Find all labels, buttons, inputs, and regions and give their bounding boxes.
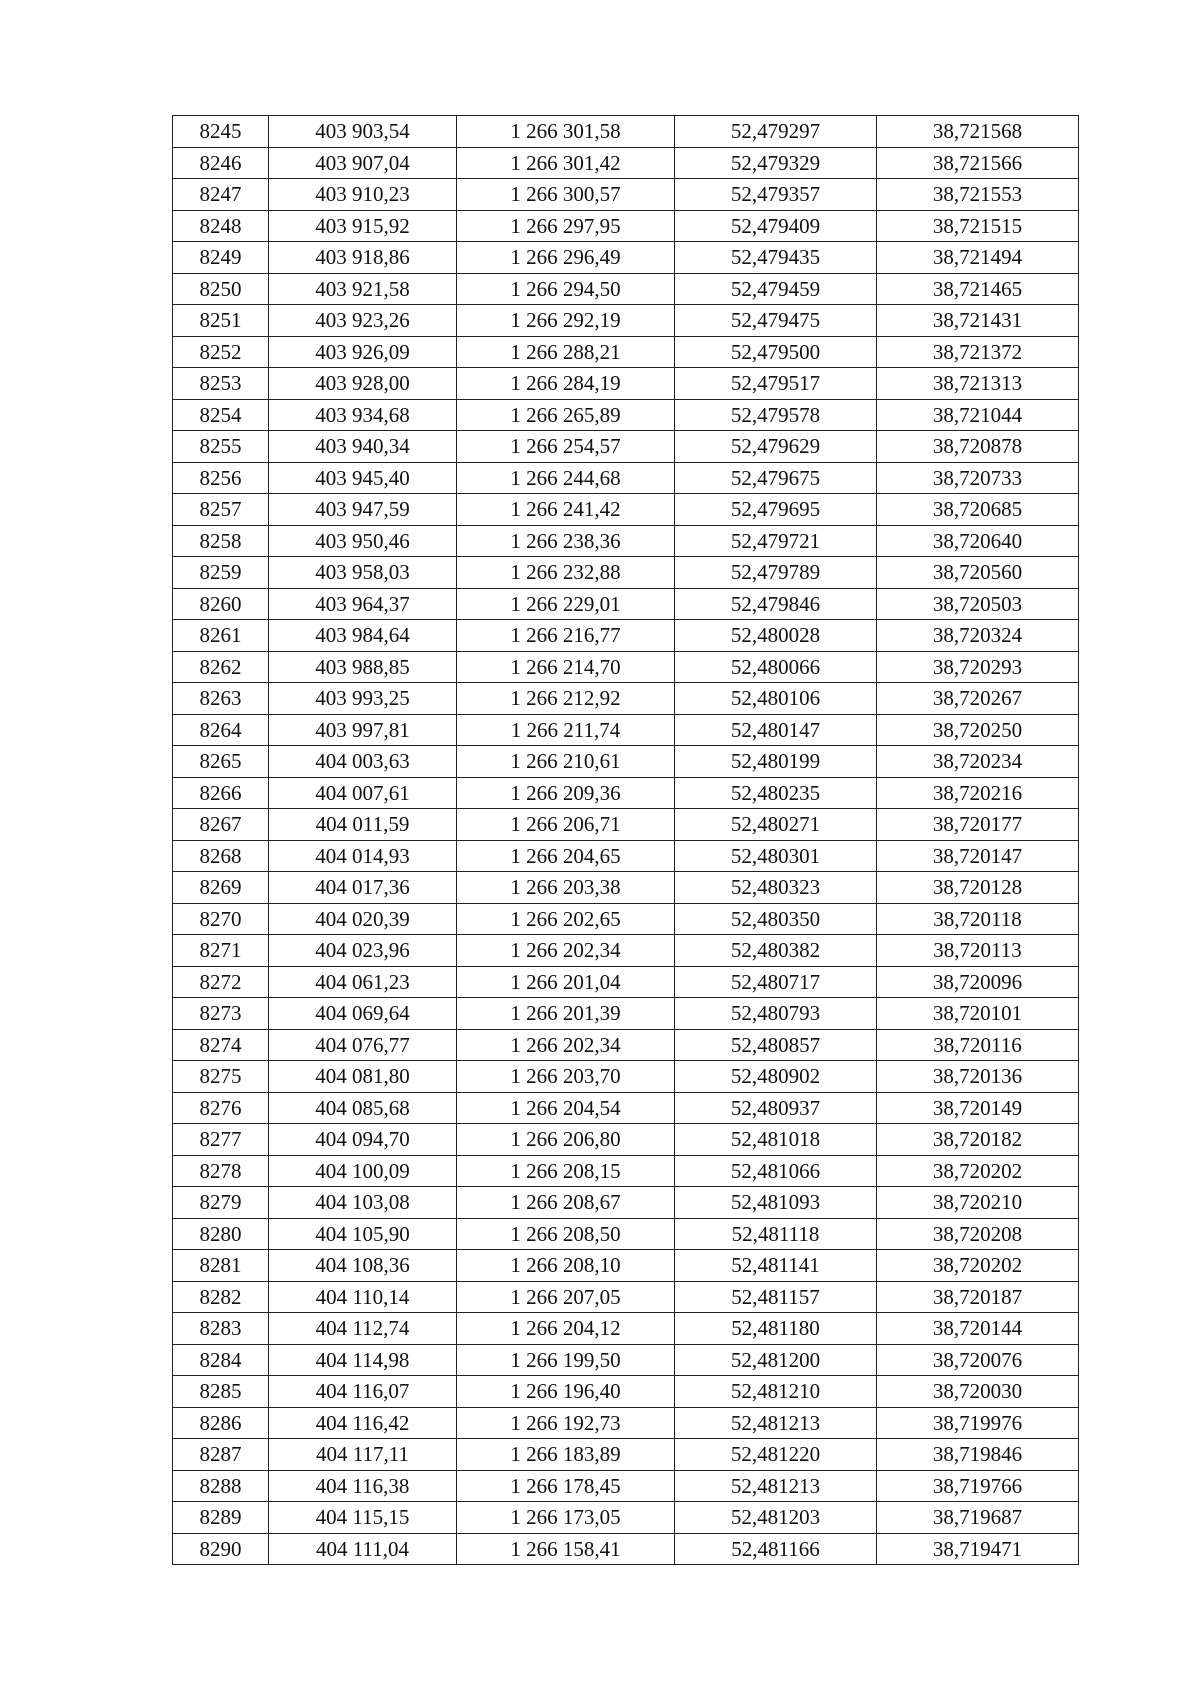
longitude-cell: 38,720685 [877, 494, 1079, 526]
longitude-cell: 38,720503 [877, 588, 1079, 620]
x-coordinate-cell: 404 020,39 [269, 903, 457, 935]
point-number-cell: 8264 [173, 714, 269, 746]
latitude-cell: 52,480382 [675, 935, 877, 967]
y-coordinate-cell: 1 266 201,39 [457, 998, 675, 1030]
latitude-cell: 52,480066 [675, 651, 877, 683]
latitude-cell: 52,481018 [675, 1124, 877, 1156]
y-coordinate-cell: 1 266 203,70 [457, 1061, 675, 1093]
point-number-cell: 8277 [173, 1124, 269, 1156]
latitude-cell: 52,480199 [675, 746, 877, 778]
longitude-cell: 38,721372 [877, 336, 1079, 368]
y-coordinate-cell: 1 266 202,34 [457, 935, 675, 967]
point-number-cell: 8248 [173, 210, 269, 242]
x-coordinate-cell: 403 947,59 [269, 494, 457, 526]
latitude-cell: 52,479675 [675, 462, 877, 494]
latitude-cell: 52,479475 [675, 305, 877, 337]
longitude-cell: 38,719687 [877, 1502, 1079, 1534]
longitude-cell: 38,720202 [877, 1155, 1079, 1187]
x-coordinate-cell: 403 923,26 [269, 305, 457, 337]
x-coordinate-cell: 404 014,93 [269, 840, 457, 872]
point-number-cell: 8256 [173, 462, 269, 494]
longitude-cell: 38,720076 [877, 1344, 1079, 1376]
x-coordinate-cell: 404 023,96 [269, 935, 457, 967]
x-coordinate-cell: 404 112,74 [269, 1313, 457, 1345]
latitude-cell: 52,479517 [675, 368, 877, 400]
latitude-cell: 52,479846 [675, 588, 877, 620]
table-row [173, 1124, 1079, 1156]
longitude-cell: 38,720267 [877, 683, 1079, 715]
point-number-cell: 8286 [173, 1407, 269, 1439]
longitude-cell: 38,720208 [877, 1218, 1079, 1250]
table-row [173, 683, 1079, 715]
table-row [173, 1061, 1079, 1093]
coordinates-table-body [173, 116, 1079, 1565]
x-coordinate-cell: 404 111,04 [269, 1533, 457, 1565]
x-coordinate-cell: 404 116,38 [269, 1470, 457, 1502]
table-row [173, 1281, 1079, 1313]
table-row [173, 588, 1079, 620]
table-row [173, 431, 1079, 463]
table-row [173, 840, 1079, 872]
longitude-cell: 38,720177 [877, 809, 1079, 841]
longitude-cell: 38,719766 [877, 1470, 1079, 1502]
y-coordinate-cell: 1 266 214,70 [457, 651, 675, 683]
x-coordinate-cell: 404 007,61 [269, 777, 457, 809]
x-coordinate-cell: 404 116,42 [269, 1407, 457, 1439]
table-row [173, 525, 1079, 557]
latitude-cell: 52,480028 [675, 620, 877, 652]
x-coordinate-cell: 403 940,34 [269, 431, 457, 463]
y-coordinate-cell: 1 266 284,19 [457, 368, 675, 400]
x-coordinate-cell: 403 918,86 [269, 242, 457, 274]
y-coordinate-cell: 1 266 208,10 [457, 1250, 675, 1282]
y-coordinate-cell: 1 266 201,04 [457, 966, 675, 998]
longitude-cell: 38,720116 [877, 1029, 1079, 1061]
latitude-cell: 52,479721 [675, 525, 877, 557]
x-coordinate-cell: 403 907,04 [269, 147, 457, 179]
latitude-cell: 52,480323 [675, 872, 877, 904]
y-coordinate-cell: 1 266 288,21 [457, 336, 675, 368]
x-coordinate-cell: 404 110,14 [269, 1281, 457, 1313]
table-row [173, 903, 1079, 935]
table-row [173, 1313, 1079, 1345]
point-number-cell: 8279 [173, 1187, 269, 1219]
point-number-cell: 8257 [173, 494, 269, 526]
x-coordinate-cell: 404 003,63 [269, 746, 457, 778]
x-coordinate-cell: 403 964,37 [269, 588, 457, 620]
latitude-cell: 52,480857 [675, 1029, 877, 1061]
longitude-cell: 38,721553 [877, 179, 1079, 211]
longitude-cell: 38,721515 [877, 210, 1079, 242]
coordinates-table [172, 115, 1079, 1565]
y-coordinate-cell: 1 266 192,73 [457, 1407, 675, 1439]
latitude-cell: 52,480235 [675, 777, 877, 809]
table-row [173, 147, 1079, 179]
latitude-cell: 52,480147 [675, 714, 877, 746]
x-coordinate-cell: 404 011,59 [269, 809, 457, 841]
point-number-cell: 8278 [173, 1155, 269, 1187]
point-number-cell: 8251 [173, 305, 269, 337]
latitude-cell: 52,479629 [675, 431, 877, 463]
point-number-cell: 8271 [173, 935, 269, 967]
longitude-cell: 38,720144 [877, 1313, 1079, 1345]
longitude-cell: 38,720560 [877, 557, 1079, 589]
table-row [173, 242, 1079, 274]
point-number-cell: 8250 [173, 273, 269, 305]
y-coordinate-cell: 1 266 241,42 [457, 494, 675, 526]
longitude-cell: 38,720187 [877, 1281, 1079, 1313]
point-number-cell: 8261 [173, 620, 269, 652]
y-coordinate-cell: 1 266 208,50 [457, 1218, 675, 1250]
point-number-cell: 8281 [173, 1250, 269, 1282]
longitude-cell: 38,720878 [877, 431, 1079, 463]
x-coordinate-cell: 404 069,64 [269, 998, 457, 1030]
latitude-cell: 52,479578 [675, 399, 877, 431]
point-number-cell: 8287 [173, 1439, 269, 1471]
y-coordinate-cell: 1 266 210,61 [457, 746, 675, 778]
latitude-cell: 52,480301 [675, 840, 877, 872]
table-row [173, 1376, 1079, 1408]
y-coordinate-cell: 1 266 297,95 [457, 210, 675, 242]
point-number-cell: 8270 [173, 903, 269, 935]
point-number-cell: 8253 [173, 368, 269, 400]
latitude-cell: 52,481093 [675, 1187, 877, 1219]
y-coordinate-cell: 1 266 216,77 [457, 620, 675, 652]
y-coordinate-cell: 1 266 300,57 [457, 179, 675, 211]
x-coordinate-cell: 403 984,64 [269, 620, 457, 652]
table-row [173, 1218, 1079, 1250]
x-coordinate-cell: 404 081,80 [269, 1061, 457, 1093]
point-number-cell: 8276 [173, 1092, 269, 1124]
y-coordinate-cell: 1 266 204,12 [457, 1313, 675, 1345]
y-coordinate-cell: 1 266 294,50 [457, 273, 675, 305]
point-number-cell: 8284 [173, 1344, 269, 1376]
longitude-cell: 38,720293 [877, 651, 1079, 683]
latitude-cell: 52,479409 [675, 210, 877, 242]
table-row [173, 116, 1079, 148]
point-number-cell: 8254 [173, 399, 269, 431]
y-coordinate-cell: 1 266 204,65 [457, 840, 675, 872]
longitude-cell: 38,720182 [877, 1124, 1079, 1156]
latitude-cell: 52,481203 [675, 1502, 877, 1534]
latitude-cell: 52,479297 [675, 116, 877, 148]
y-coordinate-cell: 1 266 292,19 [457, 305, 675, 337]
point-number-cell: 8282 [173, 1281, 269, 1313]
x-coordinate-cell: 403 928,00 [269, 368, 457, 400]
point-number-cell: 8288 [173, 1470, 269, 1502]
longitude-cell: 38,720149 [877, 1092, 1079, 1124]
latitude-cell: 52,479789 [675, 557, 877, 589]
x-coordinate-cell: 404 108,36 [269, 1250, 457, 1282]
table-row [173, 935, 1079, 967]
y-coordinate-cell: 1 266 183,89 [457, 1439, 675, 1471]
longitude-cell: 38,720250 [877, 714, 1079, 746]
x-coordinate-cell: 404 085,68 [269, 1092, 457, 1124]
longitude-cell: 38,720113 [877, 935, 1079, 967]
latitude-cell: 52,479329 [675, 147, 877, 179]
table-row [173, 1250, 1079, 1282]
y-coordinate-cell: 1 266 199,50 [457, 1344, 675, 1376]
y-coordinate-cell: 1 266 203,38 [457, 872, 675, 904]
point-number-cell: 8252 [173, 336, 269, 368]
latitude-cell: 52,481157 [675, 1281, 877, 1313]
y-coordinate-cell: 1 266 158,41 [457, 1533, 675, 1565]
latitude-cell: 52,480717 [675, 966, 877, 998]
point-number-cell: 8274 [173, 1029, 269, 1061]
table-row [173, 1155, 1079, 1187]
y-coordinate-cell: 1 266 207,05 [457, 1281, 675, 1313]
table-row [173, 651, 1079, 683]
table-row [173, 1502, 1079, 1534]
latitude-cell: 52,479435 [675, 242, 877, 274]
longitude-cell: 38,719846 [877, 1439, 1079, 1471]
y-coordinate-cell: 1 266 265,89 [457, 399, 675, 431]
point-number-cell: 8267 [173, 809, 269, 841]
y-coordinate-cell: 1 266 209,36 [457, 777, 675, 809]
table-row [173, 273, 1079, 305]
y-coordinate-cell: 1 266 244,68 [457, 462, 675, 494]
table-row [173, 1092, 1079, 1124]
table-row [173, 998, 1079, 1030]
point-number-cell: 8283 [173, 1313, 269, 1345]
point-number-cell: 8280 [173, 1218, 269, 1250]
point-number-cell: 8258 [173, 525, 269, 557]
table-row [173, 305, 1079, 337]
x-coordinate-cell: 403 958,03 [269, 557, 457, 589]
longitude-cell: 38,721044 [877, 399, 1079, 431]
point-number-cell: 8269 [173, 872, 269, 904]
table-row [173, 1187, 1079, 1219]
x-coordinate-cell: 403 926,09 [269, 336, 457, 368]
latitude-cell: 52,480902 [675, 1061, 877, 1093]
x-coordinate-cell: 403 997,81 [269, 714, 457, 746]
longitude-cell: 38,721494 [877, 242, 1079, 274]
latitude-cell: 52,481213 [675, 1470, 877, 1502]
latitude-cell: 52,480937 [675, 1092, 877, 1124]
longitude-cell: 38,720101 [877, 998, 1079, 1030]
y-coordinate-cell: 1 266 196,40 [457, 1376, 675, 1408]
point-number-cell: 8263 [173, 683, 269, 715]
table-row [173, 809, 1079, 841]
x-coordinate-cell: 404 061,23 [269, 966, 457, 998]
longitude-cell: 38,721465 [877, 273, 1079, 305]
x-coordinate-cell: 404 115,15 [269, 1502, 457, 1534]
latitude-cell: 52,479459 [675, 273, 877, 305]
table-row [173, 777, 1079, 809]
point-number-cell: 8290 [173, 1533, 269, 1565]
x-coordinate-cell: 404 105,90 [269, 1218, 457, 1250]
y-coordinate-cell: 1 266 211,74 [457, 714, 675, 746]
longitude-cell: 38,720147 [877, 840, 1079, 872]
point-number-cell: 8260 [173, 588, 269, 620]
latitude-cell: 52,479500 [675, 336, 877, 368]
y-coordinate-cell: 1 266 301,58 [457, 116, 675, 148]
longitude-cell: 38,720030 [877, 1376, 1079, 1408]
point-number-cell: 8246 [173, 147, 269, 179]
y-coordinate-cell: 1 266 178,45 [457, 1470, 675, 1502]
x-coordinate-cell: 404 114,98 [269, 1344, 457, 1376]
x-coordinate-cell: 404 094,70 [269, 1124, 457, 1156]
longitude-cell: 38,719471 [877, 1533, 1079, 1565]
y-coordinate-cell: 1 266 204,54 [457, 1092, 675, 1124]
x-coordinate-cell: 403 934,68 [269, 399, 457, 431]
longitude-cell: 38,720216 [877, 777, 1079, 809]
point-number-cell: 8268 [173, 840, 269, 872]
x-coordinate-cell: 403 921,58 [269, 273, 457, 305]
point-number-cell: 8265 [173, 746, 269, 778]
y-coordinate-cell: 1 266 232,88 [457, 557, 675, 589]
y-coordinate-cell: 1 266 206,80 [457, 1124, 675, 1156]
y-coordinate-cell: 1 266 238,36 [457, 525, 675, 557]
table-row [173, 399, 1079, 431]
point-number-cell: 8255 [173, 431, 269, 463]
point-number-cell: 8259 [173, 557, 269, 589]
longitude-cell: 38,720128 [877, 872, 1079, 904]
table-row [173, 1029, 1079, 1061]
table-row [173, 336, 1079, 368]
point-number-cell: 8245 [173, 116, 269, 148]
y-coordinate-cell: 1 266 301,42 [457, 147, 675, 179]
latitude-cell: 52,479695 [675, 494, 877, 526]
longitude-cell: 38,721568 [877, 116, 1079, 148]
x-coordinate-cell: 403 945,40 [269, 462, 457, 494]
longitude-cell: 38,721313 [877, 368, 1079, 400]
table-row [173, 746, 1079, 778]
point-number-cell: 8272 [173, 966, 269, 998]
latitude-cell: 52,481213 [675, 1407, 877, 1439]
latitude-cell: 52,481118 [675, 1218, 877, 1250]
y-coordinate-cell: 1 266 229,01 [457, 588, 675, 620]
latitude-cell: 52,480106 [675, 683, 877, 715]
x-coordinate-cell: 403 903,54 [269, 116, 457, 148]
latitude-cell: 52,480793 [675, 998, 877, 1030]
latitude-cell: 52,481066 [675, 1155, 877, 1187]
x-coordinate-cell: 403 993,25 [269, 683, 457, 715]
longitude-cell: 38,720136 [877, 1061, 1079, 1093]
longitude-cell: 38,720096 [877, 966, 1079, 998]
table-row [173, 1470, 1079, 1502]
point-number-cell: 8275 [173, 1061, 269, 1093]
point-number-cell: 8247 [173, 179, 269, 211]
longitude-cell: 38,720324 [877, 620, 1079, 652]
latitude-cell: 52,481200 [675, 1344, 877, 1376]
point-number-cell: 8262 [173, 651, 269, 683]
y-coordinate-cell: 1 266 206,71 [457, 809, 675, 841]
latitude-cell: 52,480350 [675, 903, 877, 935]
x-coordinate-cell: 404 117,11 [269, 1439, 457, 1471]
x-coordinate-cell: 403 988,85 [269, 651, 457, 683]
table-row [173, 494, 1079, 526]
table-row [173, 1344, 1079, 1376]
y-coordinate-cell: 1 266 202,34 [457, 1029, 675, 1061]
point-number-cell: 8273 [173, 998, 269, 1030]
x-coordinate-cell: 404 116,07 [269, 1376, 457, 1408]
y-coordinate-cell: 1 266 254,57 [457, 431, 675, 463]
table-row [173, 714, 1079, 746]
table-row [173, 462, 1079, 494]
latitude-cell: 52,481220 [675, 1439, 877, 1471]
longitude-cell: 38,720210 [877, 1187, 1079, 1219]
y-coordinate-cell: 1 266 202,65 [457, 903, 675, 935]
x-coordinate-cell: 404 017,36 [269, 872, 457, 904]
table-row [173, 179, 1079, 211]
longitude-cell: 38,720733 [877, 462, 1079, 494]
longitude-cell: 38,720118 [877, 903, 1079, 935]
table-row [173, 368, 1079, 400]
latitude-cell: 52,481141 [675, 1250, 877, 1282]
latitude-cell: 52,481166 [675, 1533, 877, 1565]
table-row [173, 872, 1079, 904]
y-coordinate-cell: 1 266 212,92 [457, 683, 675, 715]
table-row [173, 620, 1079, 652]
longitude-cell: 38,720202 [877, 1250, 1079, 1282]
point-number-cell: 8285 [173, 1376, 269, 1408]
longitude-cell: 38,721566 [877, 147, 1079, 179]
y-coordinate-cell: 1 266 173,05 [457, 1502, 675, 1534]
table-row [173, 1439, 1079, 1471]
table-row [173, 210, 1079, 242]
x-coordinate-cell: 403 910,23 [269, 179, 457, 211]
point-number-cell: 8289 [173, 1502, 269, 1534]
y-coordinate-cell: 1 266 208,15 [457, 1155, 675, 1187]
latitude-cell: 52,479357 [675, 179, 877, 211]
point-number-cell: 8266 [173, 777, 269, 809]
table-row [173, 1407, 1079, 1439]
point-number-cell: 8249 [173, 242, 269, 274]
x-coordinate-cell: 404 103,08 [269, 1187, 457, 1219]
longitude-cell: 38,721431 [877, 305, 1079, 337]
x-coordinate-cell: 403 950,46 [269, 525, 457, 557]
latitude-cell: 52,481210 [675, 1376, 877, 1408]
latitude-cell: 52,481180 [675, 1313, 877, 1345]
longitude-cell: 38,720234 [877, 746, 1079, 778]
y-coordinate-cell: 1 266 296,49 [457, 242, 675, 274]
table-row [173, 1533, 1079, 1565]
longitude-cell: 38,720640 [877, 525, 1079, 557]
x-coordinate-cell: 404 076,77 [269, 1029, 457, 1061]
table-row [173, 557, 1079, 589]
x-coordinate-cell: 403 915,92 [269, 210, 457, 242]
x-coordinate-cell: 404 100,09 [269, 1155, 457, 1187]
table-row [173, 966, 1079, 998]
y-coordinate-cell: 1 266 208,67 [457, 1187, 675, 1219]
longitude-cell: 38,719976 [877, 1407, 1079, 1439]
latitude-cell: 52,480271 [675, 809, 877, 841]
